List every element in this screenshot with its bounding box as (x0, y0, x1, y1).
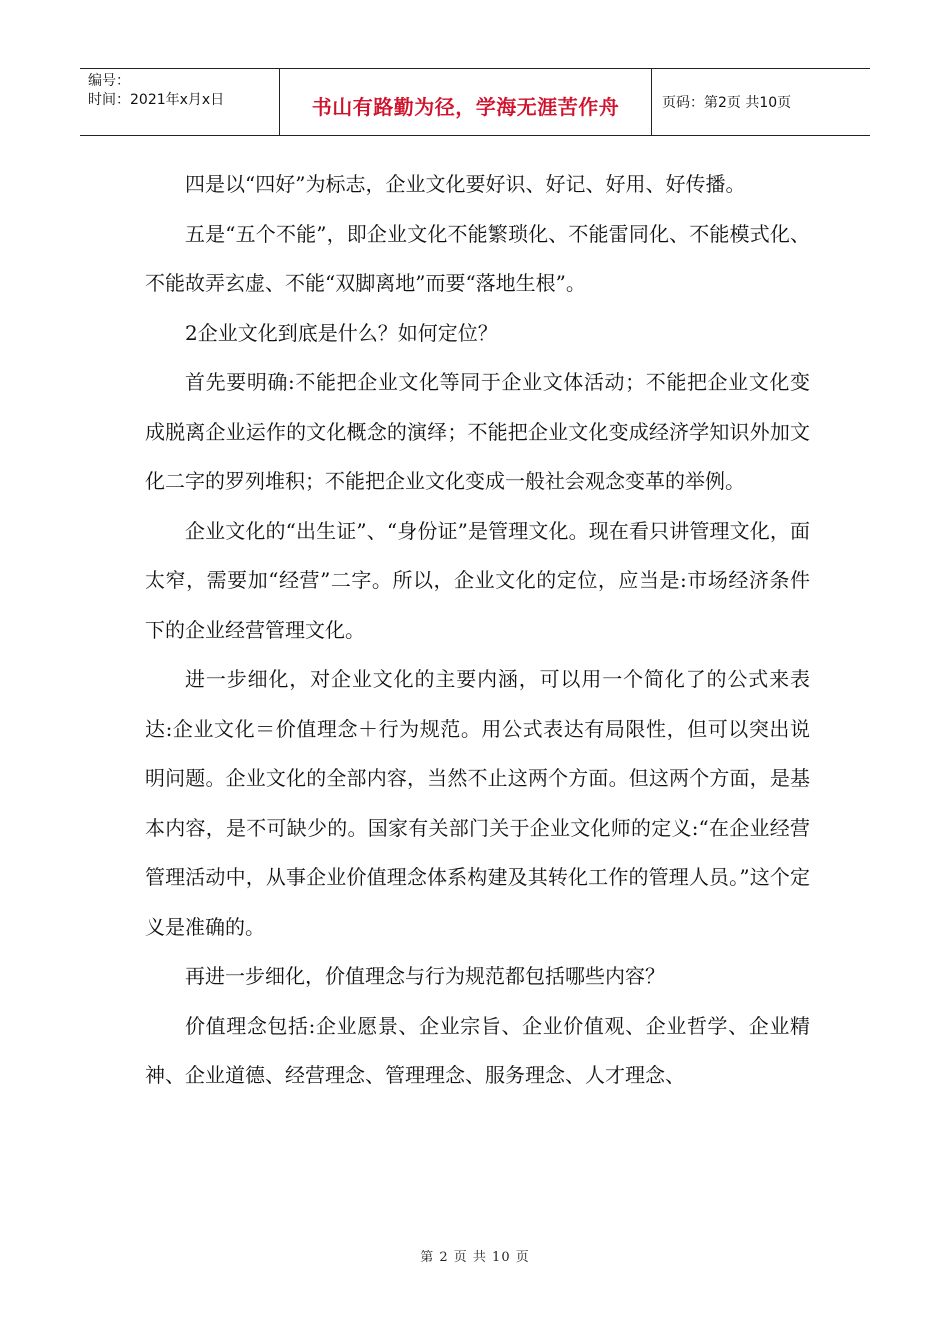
document-time-label: 时间：2021年x月x日 (88, 92, 225, 108)
document-number-label: 编号： (88, 73, 130, 89)
paragraph: 五是“五个不能”，即企业文化不能繁琐化、不能雷同化、不能模式化、不能故弄玄虚、不能“双脚离地”而要“落地生根”。 (145, 221, 810, 295)
header-page-info: 页码：第2页 共10页 (662, 95, 792, 111)
paragraph: 四是以“四好”为标志，企业文化要好识、好记、好用、好传播。 (185, 172, 746, 196)
paragraph: 企业文化的“出生证”、“身份证”是管理文化。现在看只讲管理文化，面太窄，需要加“经营”二字。所以，企业文化的定位，应当是:市场经济条件下的企业经营管理文化。 (145, 518, 810, 642)
paragraph: 进一步细化，对企业文化的主要内涵，可以用一个简化了的公式来表达:企业文化＝价值理念＋行为规范。用公式表达有局限性，但可以突出说明问题。企业文化的全部内容，当然不止这两个方面。但这两个方面，是基本内容，是不可缺少的。国家有关部门关于企业文化师的定义:“在企业经营管理活动中，从事企业价值理念体系构建及其转化工作的管理人员。”这个定义是准确的。 (145, 667, 810, 939)
page-footer: 第 2 页 共 10 页 (420, 1250, 530, 1265)
paragraph: 再进一步细化，价值理念与行为规范都包括哪些内容？ (185, 964, 665, 988)
paragraph: 首先要明确:不能把企业文化等同于企业文体活动；不能把企业文化变成脱离企业运作的文化概念的演绎；不能把企业文化变成经济学知识外加文化二字的罗列堆积；不能把企业文化变成一般社会观念变革的举例。 (145, 370, 810, 493)
header-motto: 书山有路勤为径，学海无涯苦作舟 (280, 69, 652, 135)
header-meta (80, 69, 280, 135)
paragraph: 价值理念包括:企业愿景、企业宗旨、企业价值观、企业哲学、企业精神、企业道德、经营理念、管理理念、服务理念、人才理念、 (145, 1013, 810, 1087)
page-header (80, 68, 870, 136)
section-heading: 2企业文化到底是什么？如何定位？ (185, 320, 498, 345)
document-body (145, 160, 810, 1101)
